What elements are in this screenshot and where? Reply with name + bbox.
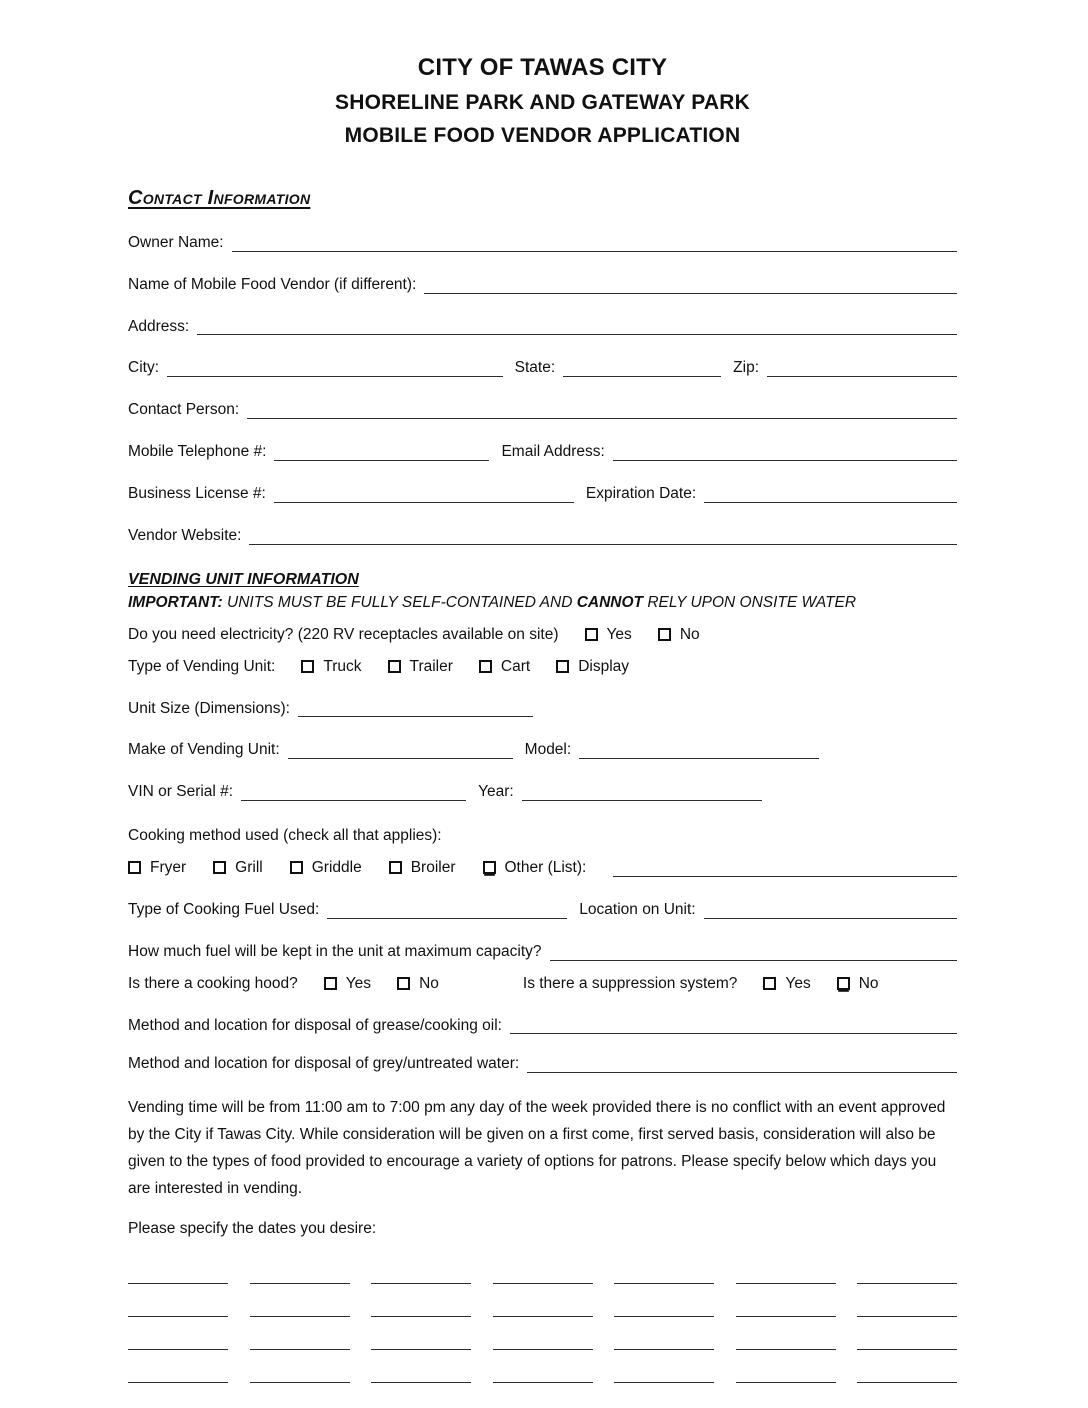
- make-label: Make of Vending Unit:: [128, 741, 280, 759]
- fryer-label: Fryer: [150, 858, 187, 876]
- trailer-label: Trailer: [409, 657, 453, 675]
- griddle-label: Griddle: [311, 858, 362, 876]
- checkbox-icon[interactable]: [389, 861, 402, 874]
- date-blank-line[interactable]: [128, 1282, 228, 1284]
- unit-type-label: Type of Vending Unit:: [128, 657, 276, 675]
- vending-unit-section: [128, 545, 957, 1074]
- electricity-question: Do you need electricity? (220 RV receptacles available on site): [128, 625, 559, 643]
- electricity-yes-option[interactable]: [585, 626, 632, 644]
- unit-type-row: [128, 658, 957, 676]
- contact-information-heading: Contact Information: [128, 187, 311, 209]
- address-label: Address:: [128, 317, 190, 335]
- checkbox-icon[interactable]: [763, 977, 776, 990]
- location-on-unit-label: Location on Unit:: [579, 900, 696, 918]
- expiration-date-field[interactable]: [704, 486, 957, 503]
- checkbox-icon[interactable]: [301, 660, 314, 673]
- method-other-option[interactable]: [483, 859, 587, 877]
- method-fryer-option[interactable]: [128, 859, 186, 877]
- contact-person-field[interactable]: [247, 402, 957, 419]
- email-field[interactable]: [613, 444, 957, 461]
- checkbox-icon[interactable]: [324, 977, 337, 990]
- vendor-name-label: Name of Mobile Food Vendor (if different):: [128, 275, 417, 293]
- date-blank-line[interactable]: [614, 1381, 714, 1383]
- other-list-field[interactable]: [613, 860, 957, 877]
- unit-size-row: [128, 700, 957, 718]
- vin-field[interactable]: [241, 784, 466, 801]
- important-cannot: CANNOT: [576, 593, 644, 611]
- fuel-type-row: [128, 901, 957, 919]
- cooking-hood-question: Is there a cooking hood?: [128, 974, 298, 992]
- date-blank-line[interactable]: [371, 1282, 471, 1284]
- checkbox-icon[interactable]: [397, 977, 410, 990]
- business-license-field[interactable]: [274, 486, 574, 503]
- zip-label: Zip:: [733, 359, 759, 377]
- state-field[interactable]: [563, 360, 721, 377]
- vendor-name-field[interactable]: [424, 277, 957, 294]
- display-label: Display: [578, 657, 630, 675]
- cart-label: Cart: [500, 657, 531, 675]
- suppression-no-option[interactable]: [837, 975, 879, 993]
- grey-water-disposal-label: Method and location for disposal of grey/untreated water:: [128, 1055, 520, 1073]
- model-field[interactable]: [579, 742, 819, 759]
- date-blank-line[interactable]: [493, 1315, 593, 1317]
- vin-year-row: [128, 783, 957, 801]
- broiler-label: Broiler: [410, 858, 456, 876]
- unit-type-display-option[interactable]: [556, 658, 629, 676]
- date-blank-line[interactable]: [857, 1315, 957, 1317]
- contact-section: [128, 157, 957, 545]
- title-line-2: SHORELINE PARK AND GATEWAY PARK: [335, 91, 750, 114]
- model-label: Model:: [524, 741, 572, 759]
- unit-type-cart-option[interactable]: [479, 658, 530, 676]
- truck-label: Truck: [323, 657, 362, 675]
- date-grid-row: [128, 1381, 957, 1383]
- state-label: State:: [514, 359, 556, 377]
- checkbox-icon[interactable]: [128, 861, 141, 874]
- vending-time-paragraph: Vending time will be from 11:00 am to 7:00 pm any day of the week provided there is no conflict with an event approved by the City if Tawas City. While consideration will be given on a first come, first served basis, consideration will also be given to the types of food provided to encourage a variety of options for patrons. Please specify below which days you are interested in vending.: [128, 1099, 946, 1198]
- important-text-a: UNITS MUST BE FULLY SELF-CONTAINED AND: [227, 593, 573, 611]
- date-blank-line[interactable]: [736, 1282, 836, 1284]
- business-license-label: Business License #:: [128, 484, 266, 502]
- unit-type-trailer-option[interactable]: [388, 658, 453, 676]
- vendor-website-row: [128, 527, 957, 545]
- address-row: [128, 318, 957, 336]
- date-blank-line[interactable]: [736, 1348, 836, 1350]
- yes-label: Yes: [606, 625, 632, 643]
- checkbox-icon[interactable]: [837, 977, 850, 990]
- suppression-question: Is there a suppression system?: [522, 974, 738, 992]
- checkbox-icon[interactable]: [290, 861, 303, 874]
- date-blank-line[interactable]: [250, 1381, 350, 1383]
- title-line-1: CITY OF TAWAS CITY: [417, 54, 668, 81]
- hood-no-option[interactable]: [397, 975, 439, 993]
- method-broiler-option[interactable]: [389, 859, 456, 877]
- date-blank-line[interactable]: [250, 1315, 350, 1317]
- date-blank-line[interactable]: [857, 1381, 957, 1383]
- checkbox-icon[interactable]: [585, 628, 598, 641]
- hood-yes-option[interactable]: [324, 975, 371, 993]
- checkbox-icon[interactable]: [658, 628, 671, 641]
- schedule-section: [128, 1095, 957, 1383]
- document-header: [128, 54, 957, 148]
- checkbox-icon[interactable]: [388, 660, 401, 673]
- date-blank-line[interactable]: [250, 1282, 350, 1284]
- hood-suppression-row: [128, 975, 957, 993]
- unit-size-label: Unit Size (Dimensions):: [128, 699, 290, 717]
- date-blank-line[interactable]: [614, 1348, 714, 1350]
- vin-label: VIN or Serial #:: [128, 783, 234, 801]
- date-blank-line[interactable]: [371, 1348, 471, 1350]
- no-label: No: [419, 974, 439, 992]
- checkbox-icon[interactable]: [483, 861, 496, 874]
- date-blank-line[interactable]: [736, 1381, 836, 1383]
- owner-name-label: Owner Name:: [128, 234, 224, 251]
- date-blank-line[interactable]: [614, 1282, 714, 1284]
- date-blank-line[interactable]: [128, 1315, 228, 1317]
- owner-name-field[interactable]: [232, 235, 957, 252]
- important-label: IMPORTANT:: [128, 593, 223, 611]
- owner-name-row: [128, 234, 957, 252]
- cooking-methods-row: [128, 859, 957, 877]
- date-grid-row: [128, 1282, 957, 1284]
- license-expiration-row: [128, 485, 957, 503]
- unit-size-field[interactable]: [298, 700, 533, 717]
- location-on-unit-field[interactable]: [704, 902, 957, 919]
- no-label: No: [858, 974, 879, 992]
- fuel-capacity-field[interactable]: [550, 944, 957, 961]
- electricity-row: [128, 626, 957, 644]
- date-blank-line[interactable]: [736, 1315, 836, 1317]
- no-label: No: [679, 625, 700, 643]
- year-field[interactable]: [522, 784, 762, 801]
- vendor-website-field[interactable]: [249, 527, 957, 544]
- date-blank-line[interactable]: [128, 1381, 228, 1383]
- date-blank-line[interactable]: [493, 1381, 593, 1383]
- grey-water-disposal-row: [128, 1055, 957, 1073]
- grease-disposal-field[interactable]: [510, 1017, 957, 1034]
- important-note: [128, 594, 957, 612]
- make-field[interactable]: [288, 742, 513, 759]
- make-model-row: [128, 741, 957, 759]
- dates-desired-label: Please specify the dates you desire:: [128, 1220, 377, 1238]
- suppression-yes-option[interactable]: [763, 975, 810, 993]
- date-blank-line[interactable]: [857, 1282, 957, 1284]
- city-field[interactable]: [167, 360, 503, 377]
- fuel-capacity-row: [128, 943, 957, 961]
- fuel-type-label: Type of Cooking Fuel Used:: [128, 900, 320, 918]
- yes-label: Yes: [345, 974, 372, 992]
- date-grid-row: [128, 1315, 957, 1317]
- checkbox-icon[interactable]: [479, 660, 492, 673]
- electricity-no-option[interactable]: [658, 626, 700, 644]
- title-line-3: MOBILE FOOD VENDOR APPLICATION: [344, 124, 741, 147]
- grease-disposal-label: Method and location for disposal of grease/cooking oil:: [128, 1016, 502, 1034]
- other-label: Other (List):: [504, 858, 587, 876]
- expiration-date-label: Expiration Date:: [585, 484, 697, 502]
- date-blank-line[interactable]: [857, 1348, 957, 1350]
- contact-person-label: Contact Person:: [128, 401, 240, 419]
- grill-label: Grill: [235, 858, 263, 876]
- date-blank-line[interactable]: [128, 1348, 228, 1350]
- mobile-phone-field[interactable]: [274, 444, 489, 461]
- city-label: City:: [128, 359, 159, 377]
- date-blank-line[interactable]: [250, 1348, 350, 1350]
- checkbox-icon[interactable]: [556, 660, 569, 673]
- checkbox-icon[interactable]: [213, 861, 226, 874]
- date-blank-line[interactable]: [493, 1282, 593, 1284]
- address-field[interactable]: [197, 318, 957, 335]
- date-blank-line[interactable]: [614, 1315, 714, 1317]
- city-state-zip-row: [128, 359, 957, 377]
- grease-disposal-row: [128, 1017, 957, 1035]
- unit-type-truck-option[interactable]: [301, 658, 361, 676]
- method-griddle-option[interactable]: [290, 859, 362, 877]
- cooking-method-label: Cooking method used (check all that applies):: [128, 826, 442, 844]
- mobile-phone-label: Mobile Telephone #:: [128, 443, 267, 461]
- yes-label: Yes: [785, 974, 811, 992]
- important-text-b: RELY UPON ONSITE WATER: [647, 593, 857, 611]
- fuel-capacity-label: How much fuel will be kept in the unit at maximum capacity?: [128, 942, 542, 960]
- email-label: Email Address:: [501, 443, 605, 461]
- fuel-type-field[interactable]: [327, 902, 567, 919]
- date-blank-line[interactable]: [493, 1348, 593, 1350]
- zip-field[interactable]: [767, 360, 957, 377]
- vendor-name-row: [128, 276, 957, 294]
- year-label: Year:: [478, 783, 514, 801]
- date-blank-line[interactable]: [371, 1381, 471, 1383]
- method-grill-option[interactable]: [213, 859, 263, 877]
- phone-email-row: [128, 443, 957, 461]
- grey-water-disposal-field[interactable]: [527, 1056, 957, 1073]
- date-grid-row: [128, 1348, 957, 1350]
- date-grid: [128, 1282, 957, 1383]
- vendor-website-label: Vendor Website:: [128, 526, 242, 544]
- vending-unit-heading: VENDING UNIT INFORMATION: [128, 570, 359, 588]
- contact-person-row: [128, 401, 957, 419]
- date-blank-line[interactable]: [371, 1315, 471, 1317]
